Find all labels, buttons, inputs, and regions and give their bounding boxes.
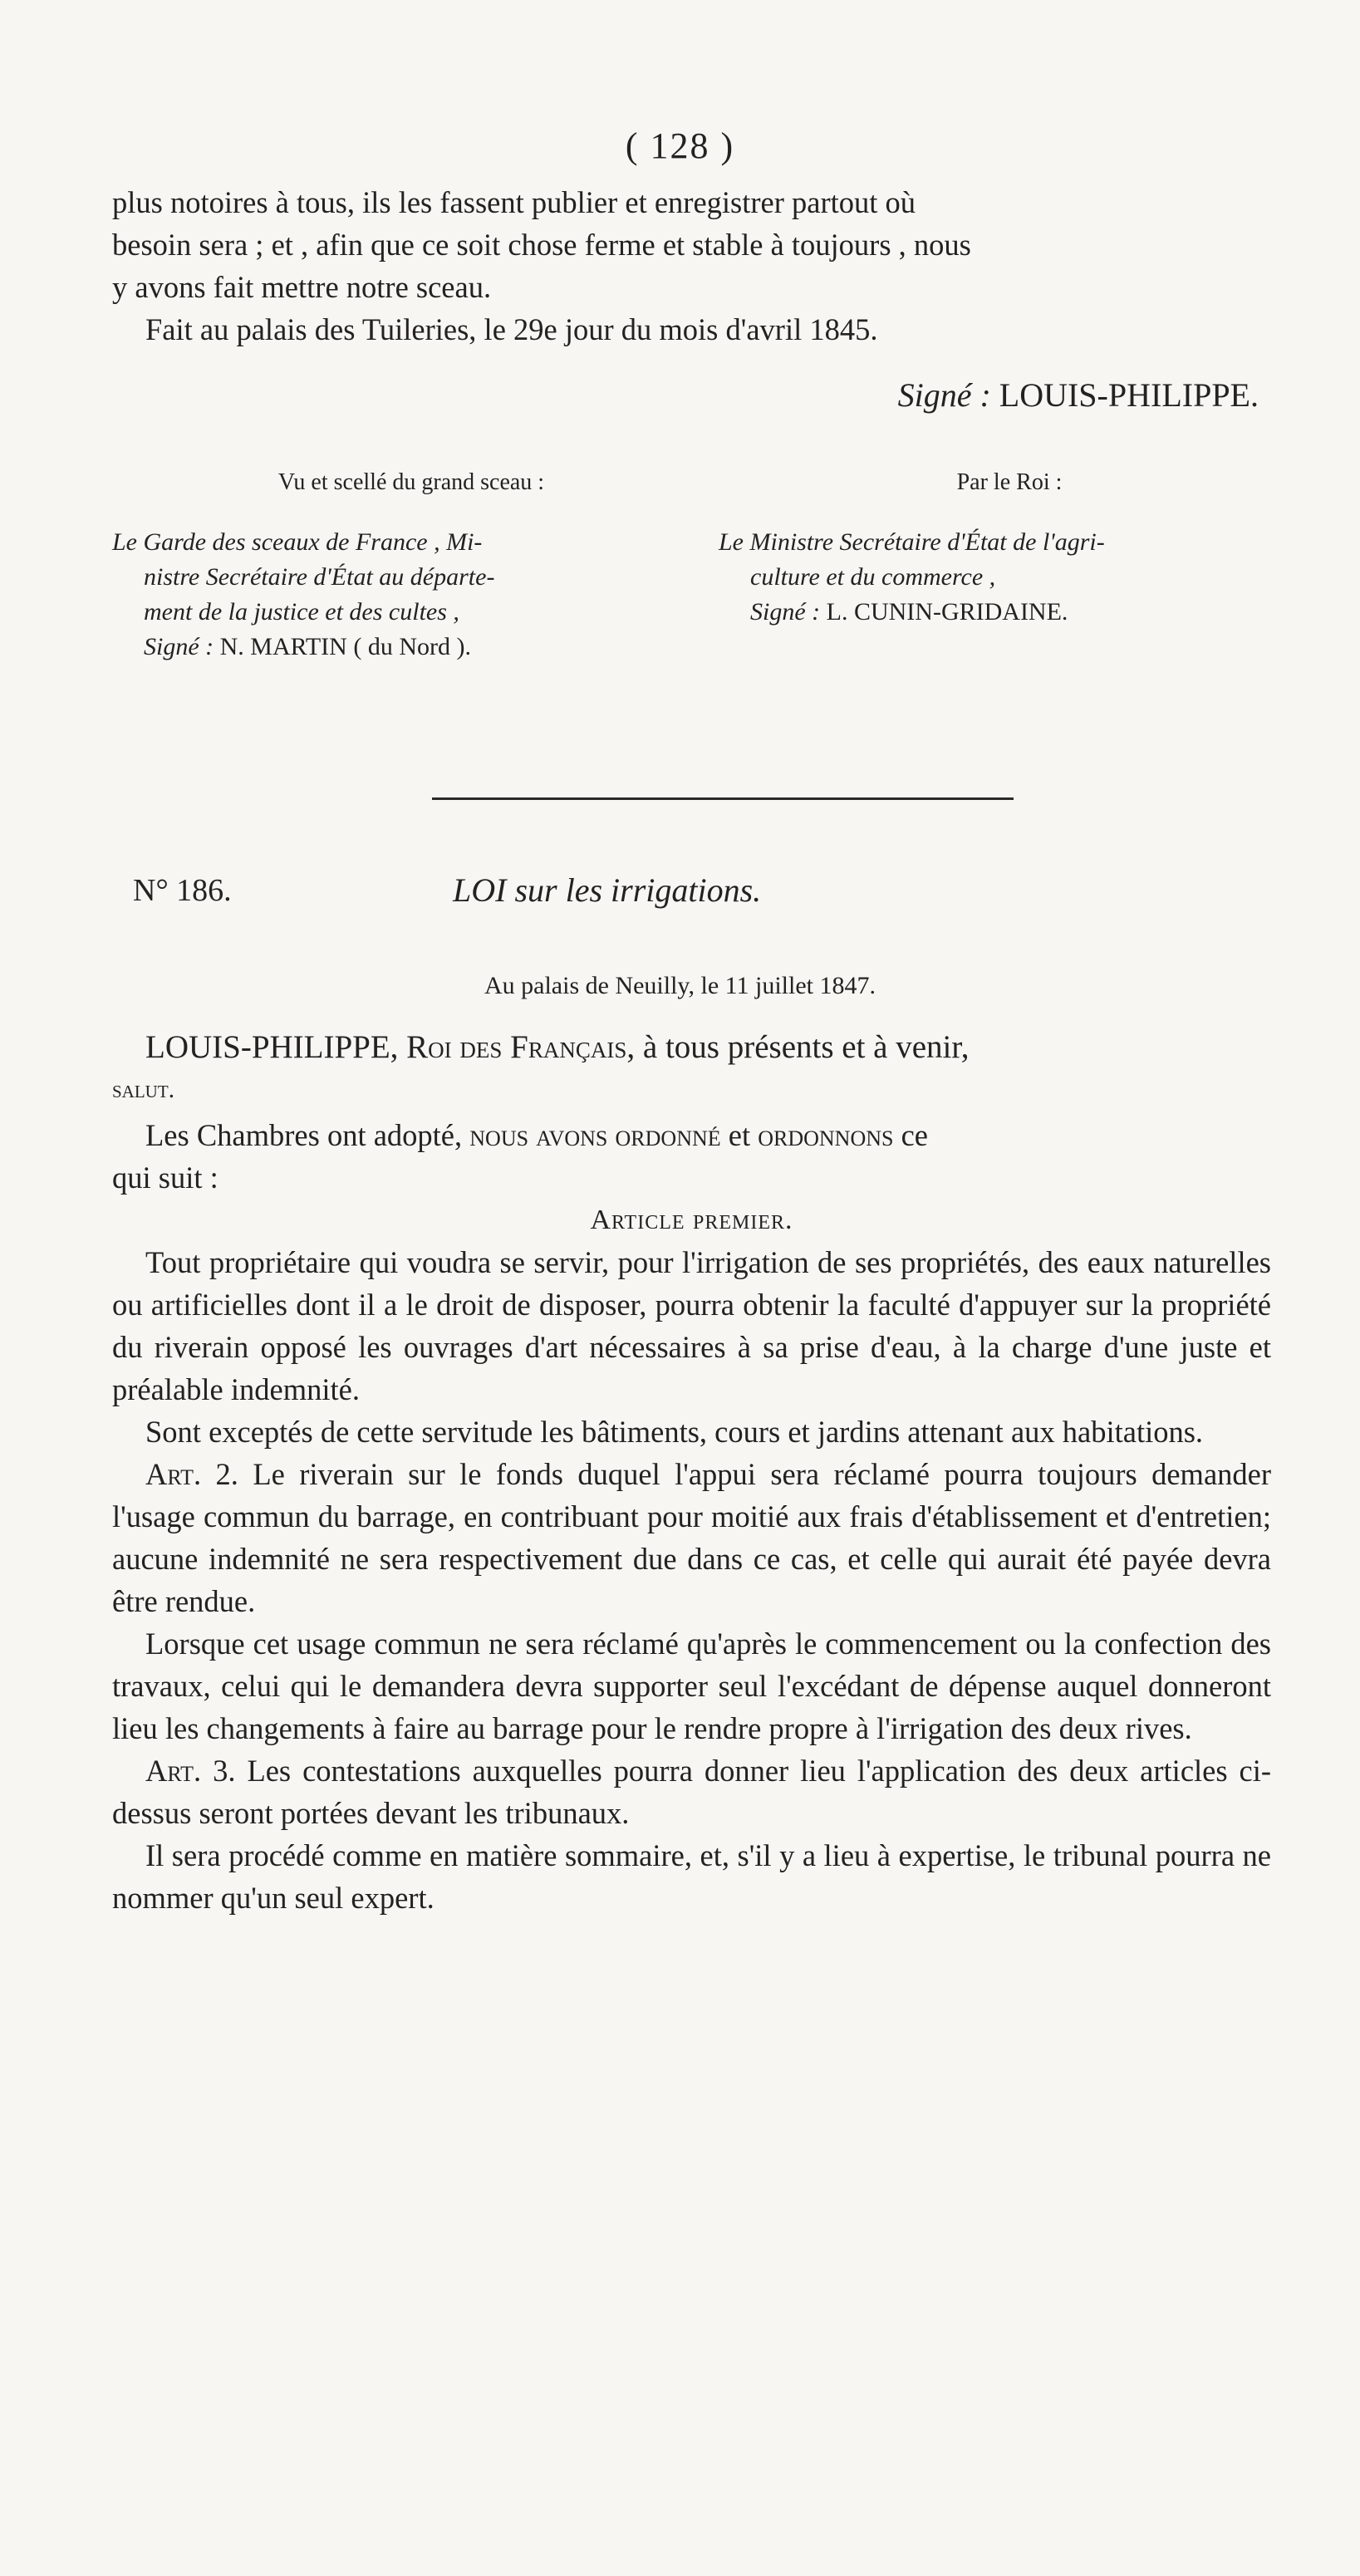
opening-line-4: Fait au palais des Tuileries, le 29e jour du mois d'avril 1845. [145, 312, 878, 346]
right-body [719, 525, 1300, 630]
king-signature [112, 375, 1259, 415]
left-line-2: nistre Secrétaire d'État au départe- [144, 563, 495, 591]
right-heading: Par le Roi : [956, 469, 1063, 495]
art2-text-1: Le riverain sur le fonds duquel l'appui sera réclamé pourra toujours demander l'usage commun du barrage, en contribuant pour moitié aux frais d'établissement et d'entretien; aucune indemnité ne sera respectivement due dans ce cas, et celle qui aurait été payée devra être rendue. [112, 1457, 1272, 1618]
left-countersignature [112, 465, 710, 665]
art3-label: Art. 3. [145, 1754, 236, 1788]
right-line-2: culture et du commerce , [750, 563, 996, 591]
right-line-1: Le Ministre Secrétaire d'État de l'agri- [719, 528, 1105, 556]
page-number: ( 128 ) [625, 125, 735, 166]
right-signed-name: L. CUNIN-GRIDAINE. [826, 598, 1068, 626]
right-signed [719, 595, 1300, 630]
art3-paragraph-1 [112, 1749, 1271, 1834]
right-signed-prefix: Signé : [750, 598, 821, 626]
art1-paragraph-1: Tout propriétaire qui voudra se servir, pour l'irrigation de ses propriétés, des eaux naturelles ou artificielles dont il a le droit de disposer, pourra obtenir la faculté d'appuyer sur la propriété du riverain opposé les ouvrages d'art nécessaires à sa prise d'eau, à la charge d'une juste et préalable indemnité. [112, 1245, 1271, 1406]
law-body [112, 1026, 1271, 1919]
art2-paragraph-1 [112, 1453, 1271, 1622]
enacting-part-2: et [728, 1118, 751, 1152]
left-body [112, 525, 710, 665]
art1-paragraph-2: Sont exceptés de cette servitude les bâtiments, cours et jardins attenant aux habitations. [145, 1415, 1204, 1449]
preamble-rest: , à tous présents et à venir, [626, 1029, 970, 1065]
enacting-clause [112, 1114, 1271, 1156]
enacting-sc-1: nous avons ordonné [469, 1118, 721, 1152]
king-signed-name: LOUIS-PHILIPPE. [999, 376, 1259, 414]
law-number: N° 186. [133, 873, 232, 908]
king-signed-prefix: Signé : [897, 376, 991, 414]
article-heading: Article premier. [590, 1205, 793, 1235]
left-signed-name: N. MARTIN ( du Nord ). [219, 633, 471, 660]
left-signed-prefix: Signé : [144, 633, 214, 660]
left-line-3: ment de la justice et des cultes , [144, 598, 459, 626]
law-title: LOI sur les irrigations. [453, 871, 762, 909]
law-place-date: Au palais de Neuilly, le 11 juillet 1847. [484, 972, 876, 999]
right-countersignature [719, 465, 1300, 630]
opening-line-2: besoin sera ; et , afin que ce soit chose ferme et stable à toujours , nous [112, 228, 971, 262]
preamble-salut: salut. [112, 1076, 175, 1103]
enacting-part-1: Les Chambres ont adopté, [145, 1118, 463, 1152]
left-signed [112, 630, 710, 665]
enacting-sc-2: ordonnons [758, 1118, 894, 1152]
preamble-king: LOUIS-PHILIPPE, [145, 1029, 399, 1065]
opening-text [112, 181, 1271, 351]
enacting-part-3: ce [901, 1118, 928, 1152]
enacting-line-2: qui suit : [112, 1160, 218, 1195]
left-heading: Vu et scellé du grand sceau : [277, 469, 545, 495]
left-line-1: Le Garde des sceaux de France , Mi- [112, 528, 483, 556]
art3-text-1: Les contestations auxquelles pourra donner lieu l'application des deux articles ci-dessus seront portées devant les tribunaux. [112, 1754, 1272, 1830]
opening-line-1: plus notoires à tous, ils les fassent publier et enregistrer partout où [112, 185, 916, 219]
art3-paragraph-2: Il sera procédé comme en matière sommaire, et, s'il y a lieu à expertise, le tribunal pourra ne nommer qu'un seul expert. [112, 1838, 1271, 1915]
art2-label: Art. 2. [145, 1457, 238, 1491]
art2-paragraph-2: Lorsque cet usage commun ne sera réclamé qu'après le commencement ou la confection des travaux, celui qui le demandera devra supporter seul l'excédant de dépense auquel donneront lieu les changements à faire au barrage pour le rendre propre à l'irrigation des deux rives. [112, 1627, 1271, 1745]
opening-line-3: y avons fait mettre notre sceau. [112, 270, 492, 304]
section-divider [432, 797, 1014, 800]
preamble-title: Roi des Français [406, 1029, 627, 1065]
preamble [112, 1026, 1271, 1068]
